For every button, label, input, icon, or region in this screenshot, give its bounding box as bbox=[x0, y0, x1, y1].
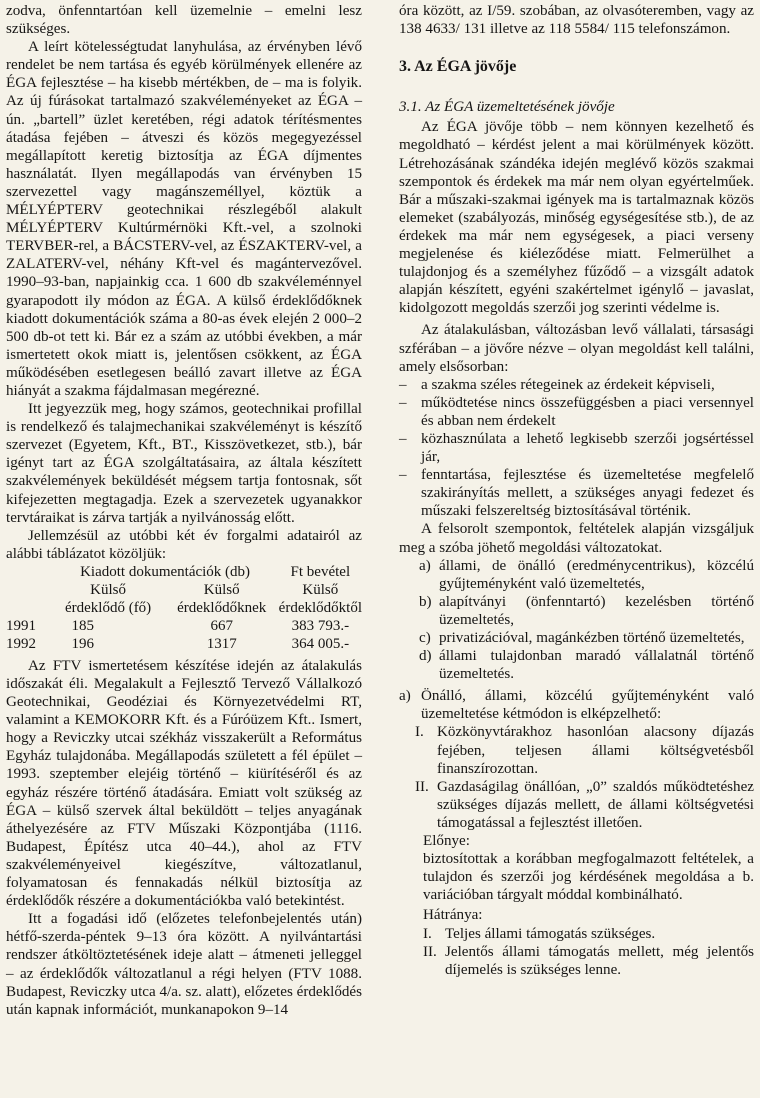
list-item: c) privatizációval, magánkézben történő üzemeltetés, bbox=[419, 630, 745, 646]
list-item: – működtetése nincs összefüggésben a piaci versennyel és abban nem érdekelt bbox=[399, 394, 754, 429]
table-cell: 1317 bbox=[206, 635, 237, 652]
table-cell: 185 bbox=[71, 617, 94, 634]
paragraph: Az ÉGA jövője több – nem könnyen kezelhető és megoldható – kérdést jelent a mai körülmények között. Létrehozásának szándéka idején meglévő közös szakmai szempontok és érdekek ma már nem olyan egyértelműek. Bár a műszaki-szakmai igények ma is tartalmaznak közös elemeket (szabályozás, minőség egységesítése stb.), de az érdekek ma már nem egységesek, a piaci verseny megjelenése és kiéleződése miatt. Felmerülhet a tulajdonjog és a személyhez fűződő – a vizsgált adatok alapján készített, egyéni szakértelmet igénylő – javaslat, kidolgozott megoldás szerzői jog szerinti védelme is. bbox=[399, 119, 754, 317]
list-item: II. Jelentős állami támogatás mellett, még jelentős díjemelés is szükséges lenne. bbox=[423, 943, 754, 978]
list-item: – közhasznúlata a lehető legkisebb szerzői jogsértéssel jár, bbox=[399, 430, 754, 466]
subsection-title: 3.1. Az ÉGA üzemeltetésének jövője bbox=[399, 99, 615, 116]
table-cell: 196 bbox=[71, 635, 94, 652]
disadvantages-label: Hátránya: bbox=[423, 907, 483, 924]
table-cell: 1991 bbox=[6, 617, 36, 634]
list-item: d) állami tulajdonban maradó vállalatnál történő üzemeltetés. bbox=[419, 648, 754, 683]
traffic-data-table bbox=[6, 563, 362, 653]
paragraph: Az FTV ismertetésem készítése idején az átalakulás időszakát éli. Megalakult a Fejlesztő Tervező Vállalkozó Geotechnikai, Geodéziai és Környezetvédelmi RT, valamint a KEMOKORR Kft. és a Fúróüzem Kft.. Ismert, hogy a Reviczky utcai székház visszakerült a Református Egyház tulajdonába. Megállapodás született a fél épület – 1993. szeptember elejéig történő – kiürítéséről és az egyház részére történő átadására. Emiatt volt szükség az ÉGA – külső szervek által beküldött – teljes anyagának áthelyezésére az FTV Műszaki Központjába (1116. Budapest, Építész utca 40–44.), ahol az FTV szakvéleményeivel kiegészítve, változatlanul, folyamatosan és fennakadás nélkül biztosítja az érdeklődők részére a dokumentációkba való betekintést. bbox=[6, 657, 362, 910]
paragraph: A leírt kötelességtudat lanyhulása, az érvényben lévő rendelet be nem tartása és egyéb körülmények ellenére az ÉGA fejlesztése – ha kisebb mértékben, de – ma is folyik. Az új fúrásokat tartalmazó szakvéleményeket az ÉGA – ún. „bartell” üzlet keretében, régi adatok térítésmentes átadása fejében – átveszi és közös megegyezéssel megállapított keretig biztosítja az ÉGA díjmentes használatát. Ilyen megállapodás van érvényben 15 szervezettel vagy magánszeméllyel, köztük a MÉLYÉPTERV geotechnikai részlegéből alakult MÉLYÉPTERV Kultúrmérnöki Kft.-vel, a szolnoki TERVBER-rel, a BÁCSTERV-vel, az ÉSZAKTERV-vel, a ZALATERV-vel, néhány Kft-vel és magántervezővel. 1990–93-ban, napjainkig cca. 1 600 db szakvéleménnyel gyarapodott ily módon az ÉGA. A külső érdeklődőknek kiadott dokumentációk száma a 80-as évek elején 2 000–2 500 db-ot tett ki. Bár ez a szám az utóbbi években, a már ismertetett okok miatt is, jelentősen csökkent, az ÉGA működésében esetlegesen beálló zavart illetve az ÉGA hiányát a szakma fájdalmasan megérezné. bbox=[6, 39, 362, 399]
table-header-cell: érdeklődőktől bbox=[278, 599, 362, 616]
paragraph: A felsorolt szempontok, feltételek alapján vizsgáljuk meg a szóba jöhető megoldási változatokat. bbox=[399, 521, 754, 556]
paragraph: Itt a fogadási idő (előzetes telefonbejelentés után) hétfő-szerda-péntek 9–13 óra között. A nyilvántartási rendszer átköltöztetésének ideje alatt – átmeneti jelleggel – az érdeklődők változatlanul a régi helyen (FTV 1088. Budapest, Reviczky utca 4/a. sz. alatt), előzetes érdeklődés után kapnak információt, munkanapokon 9–14 bbox=[6, 911, 362, 1018]
list-item: b) alapítványi (önfenntartó) kezelésben történő üzemeltetés, bbox=[419, 593, 754, 628]
table-header-row bbox=[6, 581, 362, 599]
table-header-cell: érdeklődőknek bbox=[177, 599, 267, 616]
table-header-cell: Kiadott dokumentációk (db) bbox=[80, 563, 251, 580]
paragraph: zodva, önfenntartóan kell üzemelnie – emelni lesz szükséges. bbox=[6, 3, 362, 38]
table-row bbox=[6, 617, 362, 635]
table-cell: 667 bbox=[210, 617, 233, 634]
table-cell: 1992 bbox=[6, 635, 36, 652]
list-item: – a szakma széles rétegeinek az érdekeit képviseli, bbox=[399, 376, 715, 393]
list-item: I. Teljes állami támogatás szükséges. bbox=[423, 925, 656, 942]
right-column bbox=[399, 2, 754, 979]
table-cell: 364 005.- bbox=[291, 635, 350, 652]
advantages-label: Előnye: bbox=[423, 833, 470, 850]
paragraph: óra között, az I/59. szobában, az olvasóteremben, vagy az 138 4633/ 131 illetve az 118 5584/ 115 telefonszámon. bbox=[399, 3, 754, 38]
list-item: II. Gazdaságilag önállóan, „0” szaldós működtetéshez szükséges díjazás mellett, de állami költségvetési támogatással a fejlesztést illetően. bbox=[415, 778, 754, 831]
table-header-cell: Ft bevétel bbox=[290, 563, 351, 580]
paragraph: Az átalakulásban, változásban levő vállalati, társasági szférában – a jövőre nézve – olyan megoldást kell találni, amely elsősorban: bbox=[399, 322, 754, 375]
section-title: 3. Az ÉGA jövője bbox=[399, 58, 517, 76]
option-a-heading: a) Önálló, állami, közcélú gyűjteményként való üzemeltetése kétmódon is elképzelhető: bbox=[399, 688, 754, 723]
dash-list bbox=[399, 376, 754, 521]
list-item: I. Közkönyvtárakhoz hasonlóan alacsony díjazás fejében, teljesen állami költségvetésből finanszírozottan. bbox=[415, 724, 754, 777]
table-header-cell: Külső bbox=[203, 581, 240, 598]
table-row bbox=[6, 635, 362, 653]
table-header-cell: Külső bbox=[302, 581, 339, 598]
disadvantages-list bbox=[399, 925, 754, 979]
list-item: a) állami, de önálló (eredménycentrikus), közcélú gyűjteményként való üzemeltetés, bbox=[419, 557, 754, 592]
list-item: – fenntartása, fejlesztése és üzemeltetése megfelelő szakirányítás mellett, a szükséges anyagi fedezet és műszaki felszereltség biztosításával történik. bbox=[399, 467, 754, 520]
paragraph: Itt jegyezzük meg, hogy számos, geotechnikai profillal is rendelkező és talajmechanikai szakvéleményt is készítő szervezet (Egyetem, Kft., BT., Kisszövetkezet, stb.), bár igényt tart az ÉGA szolgáltatásaira, az általa készített szakvélemények beküldését mégsem tartja fontosnak, sőt kifejezetten megtagadja. Ezek a szervezetek ugyanakkor tervtáraikat is zárva tartják a nyilvánosság előtt. bbox=[6, 401, 362, 526]
table-cell: 383 793.- bbox=[291, 617, 350, 634]
roman-list bbox=[399, 723, 754, 832]
table-header-row bbox=[6, 563, 362, 581]
advantages-text: biztosítottak a korábban megfogalmazott feltételek, a tulajdon és szerzői jog kérdésének megoldása a b. variációban tárgyalt móddal kombinálható. bbox=[423, 851, 754, 904]
paragraph: Jellemzésül az utóbbi két év forgalmi adatairól az alábbi táblázatot közöljük: bbox=[6, 527, 362, 562]
table-header-cell: érdeklődő (fő) bbox=[64, 599, 152, 616]
left-column bbox=[6, 2, 362, 1019]
options-list bbox=[399, 557, 754, 684]
table-header-cell: Külső bbox=[90, 581, 126, 598]
table-header-row bbox=[6, 599, 362, 617]
